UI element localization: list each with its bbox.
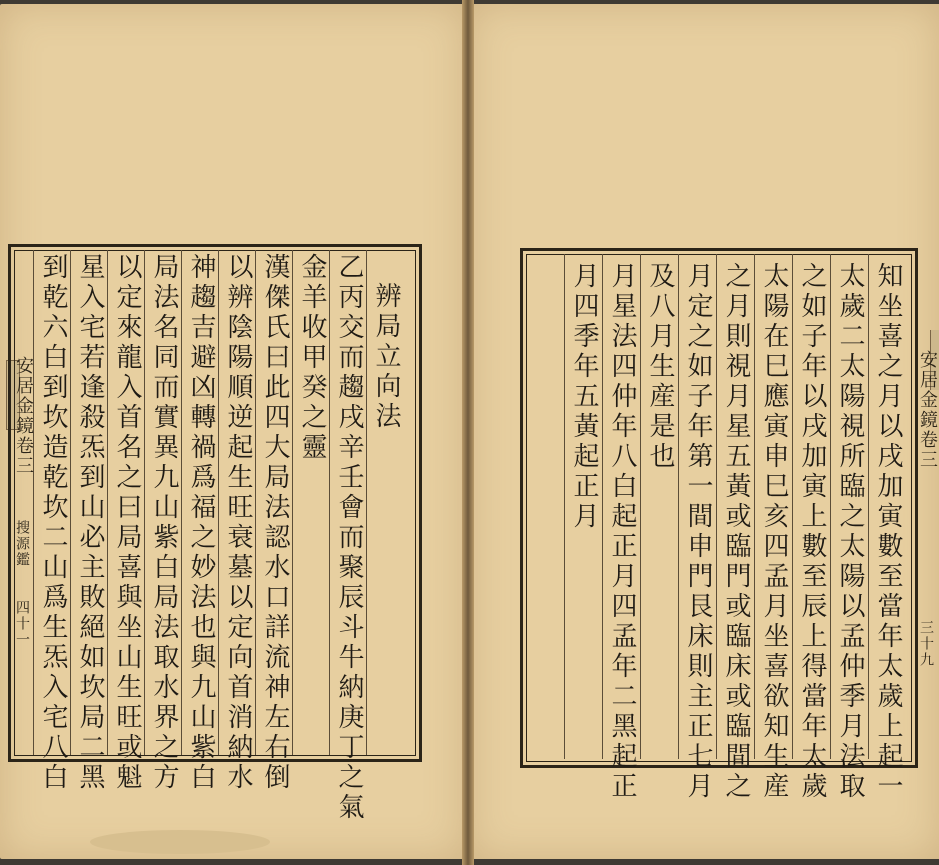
column-rule — [868, 254, 869, 759]
column-rule — [640, 254, 641, 759]
column-rule — [792, 254, 793, 759]
text-column: 到乾六白到坎造乾坎二山爲生炁入宅八白 — [38, 253, 68, 793]
text-column: 局法名同而實異九山紫白局法取水界之方 — [149, 253, 179, 793]
column-rule — [107, 250, 108, 755]
text-column: 漢傑氏曰此四大局法認水口詳流神左右倒 — [260, 253, 290, 793]
column-rule — [366, 250, 367, 755]
text-column: 知坐喜之月以戌加寅數至當年太歲上起一 — [873, 262, 903, 802]
text-column: 乙丙交而趨戌辛壬會而聚辰斗牛納庚丁之氣 — [334, 253, 364, 823]
text-column: 及八月生産是也 — [645, 262, 675, 472]
column-rule — [218, 250, 219, 755]
column-rule — [678, 254, 679, 759]
column-rule — [144, 250, 145, 755]
text-column: 月定之如子年第一間申門艮床則主正七月 — [683, 262, 713, 802]
column-rule — [329, 250, 330, 755]
text-column: 辨局立向法 — [371, 282, 401, 432]
column-rule — [70, 250, 71, 755]
text-column: 太歲二太陽視所臨之太陽以孟仲季月法取 — [835, 262, 865, 802]
book-gutter — [462, 0, 474, 865]
page-stain — [90, 830, 270, 854]
text-column: 太陽在巳應寅申巳亥四孟月坐喜欲知生産 — [759, 262, 789, 802]
text-column: 神趨吉避凶轉禍爲福之妙法也與九山紫白 — [186, 253, 216, 793]
column-rule — [255, 250, 256, 755]
column-rule — [564, 254, 565, 759]
text-column: 以辨陰陽順逆起生旺衰墓以定向首消納水 — [223, 253, 253, 793]
text-column: 之月則視月星五黃或臨門或臨床或臨間之 — [721, 262, 751, 802]
column-rule — [716, 254, 717, 759]
column-rule — [754, 254, 755, 759]
column-rule — [830, 254, 831, 759]
text-column: 星入宅若逢殺炁到山必主敗絕如坎局二黑 — [75, 253, 105, 793]
column-rule — [602, 254, 603, 759]
column-rule — [181, 250, 182, 755]
right-margin-page: 三十九 — [918, 620, 934, 668]
left-margin-title: 安居金鏡卷三 — [13, 356, 34, 476]
column-rule — [33, 250, 34, 755]
text-column: 金羊收甲癸之靈 — [297, 253, 327, 463]
text-column: 月星法四仲年八白起正月四孟年二黑起正 — [607, 262, 637, 802]
column-rule — [292, 250, 293, 755]
text-column: 以定來龍入首名之曰局喜與坐山生旺或魁 — [112, 253, 142, 793]
left-margin-page: 四十一 — [14, 600, 30, 648]
text-column: 之如子年以戌加寅上數至辰上得當年太歲 — [797, 262, 827, 802]
right-margin-title: 安居金鏡卷三 — [917, 350, 938, 470]
left-margin-publisher: 搜源鑑 — [14, 520, 30, 568]
text-column: 月四季年五黃起正月 — [569, 262, 599, 532]
